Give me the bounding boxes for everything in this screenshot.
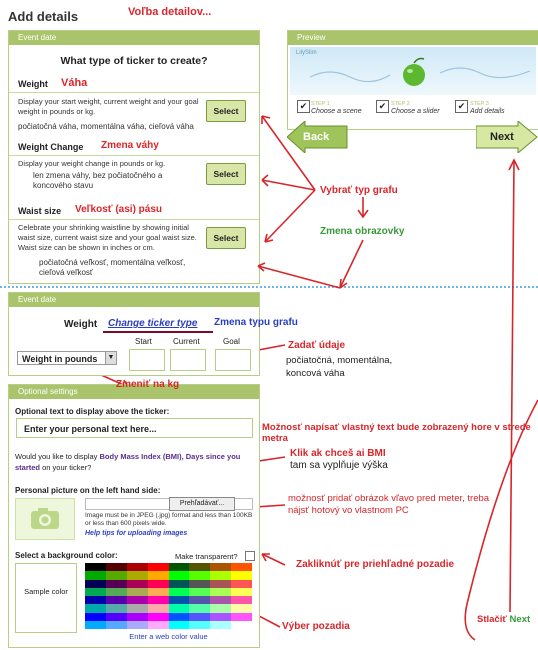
color-swatch[interactable] bbox=[127, 571, 148, 579]
step1-checkbox[interactable]: ✔ bbox=[297, 100, 310, 113]
sample-color-box bbox=[15, 563, 77, 633]
color-swatch[interactable] bbox=[169, 580, 190, 588]
col-start: Start bbox=[135, 337, 152, 346]
unit-select-value: Weight in pounds bbox=[22, 354, 98, 364]
color-swatch[interactable] bbox=[127, 580, 148, 588]
color-swatch[interactable] bbox=[85, 563, 106, 571]
color-palette[interactable] bbox=[85, 563, 252, 629]
color-swatch[interactable] bbox=[85, 621, 106, 629]
color-swatch[interactable] bbox=[169, 604, 190, 612]
select-waist-button[interactable]: Select bbox=[206, 227, 246, 249]
color-swatch[interactable] bbox=[106, 604, 127, 612]
color-swatch[interactable] bbox=[189, 596, 210, 604]
preview-header: Preview bbox=[288, 31, 538, 45]
col-current: Current bbox=[173, 337, 200, 346]
weight-label: Weight bbox=[64, 319, 98, 330]
color-swatch[interactable] bbox=[210, 580, 231, 588]
weight-data-panel bbox=[8, 292, 260, 376]
color-swatch[interactable] bbox=[189, 604, 210, 612]
annotation-weight: Váha bbox=[61, 77, 88, 89]
optional-text-label: Optional text to display above the ticker: bbox=[15, 407, 170, 416]
goal-weight-input[interactable] bbox=[215, 349, 251, 371]
color-swatch[interactable] bbox=[210, 604, 231, 612]
step3-checkbox[interactable]: ✔ bbox=[455, 100, 468, 113]
color-swatch[interactable] bbox=[189, 621, 210, 629]
optional-header: Optional settings bbox=[9, 385, 259, 399]
start-weight-input[interactable] bbox=[129, 349, 165, 371]
event-date-header: Event date bbox=[9, 293, 259, 307]
color-swatch[interactable] bbox=[148, 580, 169, 588]
annotation-waist: Veľkosť (asi) pásu bbox=[75, 204, 163, 215]
weight-description: Display your start weight, current weight and your goal weight in pounds or kg. bbox=[18, 97, 199, 116]
color-swatch[interactable] bbox=[210, 596, 231, 604]
col-goal: Goal bbox=[223, 337, 240, 346]
color-swatch[interactable] bbox=[169, 621, 190, 629]
step2-checkbox[interactable]: ✔ bbox=[376, 100, 389, 113]
step3-label: Add details bbox=[470, 108, 505, 115]
color-swatch[interactable] bbox=[127, 588, 148, 596]
color-swatch[interactable] bbox=[127, 604, 148, 612]
color-swatch[interactable] bbox=[148, 571, 169, 579]
unit-select[interactable] bbox=[17, 351, 115, 365]
annotation-transparent: Zakliknúť pre priehľadné pozadie bbox=[296, 559, 455, 570]
annotation-change-type: Zmena typu grafu bbox=[214, 317, 298, 328]
weight-change-heading: Weight Change bbox=[18, 142, 84, 152]
transparent-label: Make transparent? bbox=[175, 552, 238, 561]
color-swatch[interactable] bbox=[231, 621, 252, 629]
step1-label: Choose a scene bbox=[311, 108, 362, 115]
annotation-optional-text: Možnosť napísať vlastný text bude zobrazený hore v strede metra bbox=[262, 422, 531, 444]
annotation-picture: možnosť pridať obrázok vľavo pred meter, treba nájsť hotový vo vlastnom PC bbox=[288, 493, 490, 516]
color-swatch[interactable] bbox=[127, 621, 148, 629]
color-swatch[interactable] bbox=[106, 580, 127, 588]
current-weight-input[interactable] bbox=[170, 349, 206, 371]
ticker-question: What type of ticker to create? bbox=[60, 55, 208, 67]
weight-heading: Weight bbox=[18, 79, 48, 89]
annotation-click-next: Stlačiť Next bbox=[477, 614, 531, 625]
color-swatch[interactable] bbox=[231, 596, 252, 604]
optional-text-input[interactable] bbox=[16, 418, 253, 438]
color-swatch[interactable] bbox=[169, 563, 190, 571]
color-swatch[interactable] bbox=[127, 613, 148, 621]
annotation-bg-choice: Výber pozadia bbox=[282, 621, 350, 632]
color-swatch[interactable] bbox=[189, 580, 210, 588]
color-swatch[interactable] bbox=[210, 571, 231, 579]
optional-settings-panel bbox=[8, 384, 260, 648]
back-label: Back bbox=[303, 131, 330, 143]
annotation-screen-change: Zmena obrazovky bbox=[320, 226, 405, 237]
step3-number: STEP 3 bbox=[470, 101, 489, 107]
color-swatch[interactable] bbox=[169, 588, 190, 596]
color-swatch[interactable] bbox=[148, 613, 169, 621]
step1-number: STEP 1 bbox=[311, 101, 330, 107]
color-swatch[interactable] bbox=[106, 621, 127, 629]
color-swatch[interactable] bbox=[231, 588, 252, 596]
color-swatch[interactable] bbox=[106, 588, 127, 596]
select-weight-button[interactable]: Select bbox=[206, 100, 246, 122]
color-swatch[interactable] bbox=[148, 588, 169, 596]
next-label: Next bbox=[490, 131, 514, 143]
select-weight-change-button[interactable]: Select bbox=[206, 163, 246, 185]
color-swatch[interactable] bbox=[127, 563, 148, 571]
camera-icon bbox=[16, 499, 74, 539]
color-swatch[interactable] bbox=[106, 613, 127, 621]
color-swatch[interactable] bbox=[231, 571, 252, 579]
color-swatch[interactable] bbox=[210, 613, 231, 621]
bmi-question: Would you like to display Body Mass Index (BMI), Days since you started on your ticker? bbox=[15, 452, 241, 472]
color-swatch[interactable] bbox=[210, 588, 231, 596]
browse-button[interactable]: Prehľadávať... bbox=[169, 497, 235, 511]
color-swatch[interactable] bbox=[231, 613, 252, 621]
color-swatch[interactable] bbox=[210, 621, 231, 629]
bg-color-label: Select a background color: bbox=[15, 551, 118, 560]
picture-label: Personal picture on the left hand side: bbox=[15, 486, 161, 495]
chevron-down-icon[interactable]: ▼ bbox=[105, 351, 117, 365]
color-swatch[interactable] bbox=[127, 596, 148, 604]
color-swatch[interactable] bbox=[148, 563, 169, 571]
color-swatch[interactable] bbox=[189, 613, 210, 621]
picture-hint: Image must be in JPEG (.jpg) format and less than 100KB or less than 600 pixels wide. bbox=[85, 512, 253, 527]
annotation-change-kg: Zmeniť na kg bbox=[116, 379, 180, 390]
color-swatch[interactable] bbox=[106, 571, 127, 579]
color-swatch[interactable] bbox=[169, 571, 190, 579]
annotation-enter-data: Zadať údaje bbox=[288, 340, 346, 351]
color-swatch[interactable] bbox=[85, 588, 106, 596]
change-ticker-type-link[interactable]: Change ticker type bbox=[108, 318, 198, 329]
color-swatch[interactable] bbox=[148, 596, 169, 604]
preview-brand: LilySlim bbox=[296, 50, 317, 56]
color-swatch[interactable] bbox=[189, 588, 210, 596]
color-swatch[interactable] bbox=[231, 604, 252, 612]
color-swatch[interactable] bbox=[148, 621, 169, 629]
annotation-bmi-fill: tam sa vyplňuje výška bbox=[290, 460, 388, 471]
weight-note: počiatočná váha, momentálna váha, cieľová váha bbox=[18, 122, 194, 131]
weight-change-description: Display your weight change in pounds or kg. bbox=[18, 159, 166, 168]
color-swatch[interactable] bbox=[85, 613, 106, 621]
help-tips-link[interactable]: Help tips for uploading images bbox=[85, 530, 188, 537]
color-swatch[interactable] bbox=[169, 596, 190, 604]
color-swatch[interactable] bbox=[189, 571, 210, 579]
picture-placeholder bbox=[15, 498, 75, 540]
color-swatch[interactable] bbox=[106, 596, 127, 604]
color-swatch[interactable] bbox=[231, 563, 252, 571]
color-swatch[interactable] bbox=[231, 580, 252, 588]
waist-note: počiatočná veľkosť, momentálna veľkosť, cieľová veľkosť bbox=[39, 258, 186, 277]
panel-header: Event date bbox=[9, 31, 259, 45]
color-swatch[interactable] bbox=[85, 571, 106, 579]
web-color-link[interactable]: Enter a web color value bbox=[129, 632, 208, 641]
annotation-select-type: Vybrať typ grafu bbox=[320, 185, 398, 196]
annotation-data-desc: počiatočná, momentálna, koncová váha bbox=[286, 355, 393, 379]
color-swatch[interactable] bbox=[210, 563, 231, 571]
waist-description: Celebrate your shrinking waistline by showing initial waist size, current waist size and your goal waist size. Waist size can be shown in inches or cm. bbox=[18, 223, 197, 252]
annotation-detail-choice: Voľba detailov... bbox=[128, 6, 212, 18]
waist-size-heading: Waist size bbox=[18, 206, 62, 216]
color-swatch[interactable] bbox=[85, 580, 106, 588]
step2-label: Choose a slider bbox=[391, 108, 440, 115]
color-swatch[interactable] bbox=[85, 604, 106, 612]
color-swatch[interactable] bbox=[189, 563, 210, 571]
color-swatch[interactable] bbox=[169, 613, 190, 621]
sample-color-label: Sample color bbox=[24, 587, 68, 596]
color-swatch[interactable] bbox=[106, 563, 127, 571]
weight-change-note: len zmena váhy, bez počiatočného a koncového stavu bbox=[33, 171, 163, 190]
annotation-bmi-click: Klik ak chceš ai BMI bbox=[290, 448, 386, 459]
optional-text-placeholder: Enter your personal text here... bbox=[24, 424, 157, 434]
page-title: Add details bbox=[8, 9, 79, 24]
color-swatch[interactable] bbox=[85, 596, 106, 604]
transparent-checkbox[interactable] bbox=[245, 551, 255, 561]
color-swatch[interactable] bbox=[148, 604, 169, 612]
bmi-link[interactable]: Body Mass Index (BMI), Days since you started bbox=[15, 452, 241, 472]
step2-number: STEP 2 bbox=[391, 101, 410, 107]
annotation-weight-change: Zmena váhy bbox=[101, 140, 159, 151]
